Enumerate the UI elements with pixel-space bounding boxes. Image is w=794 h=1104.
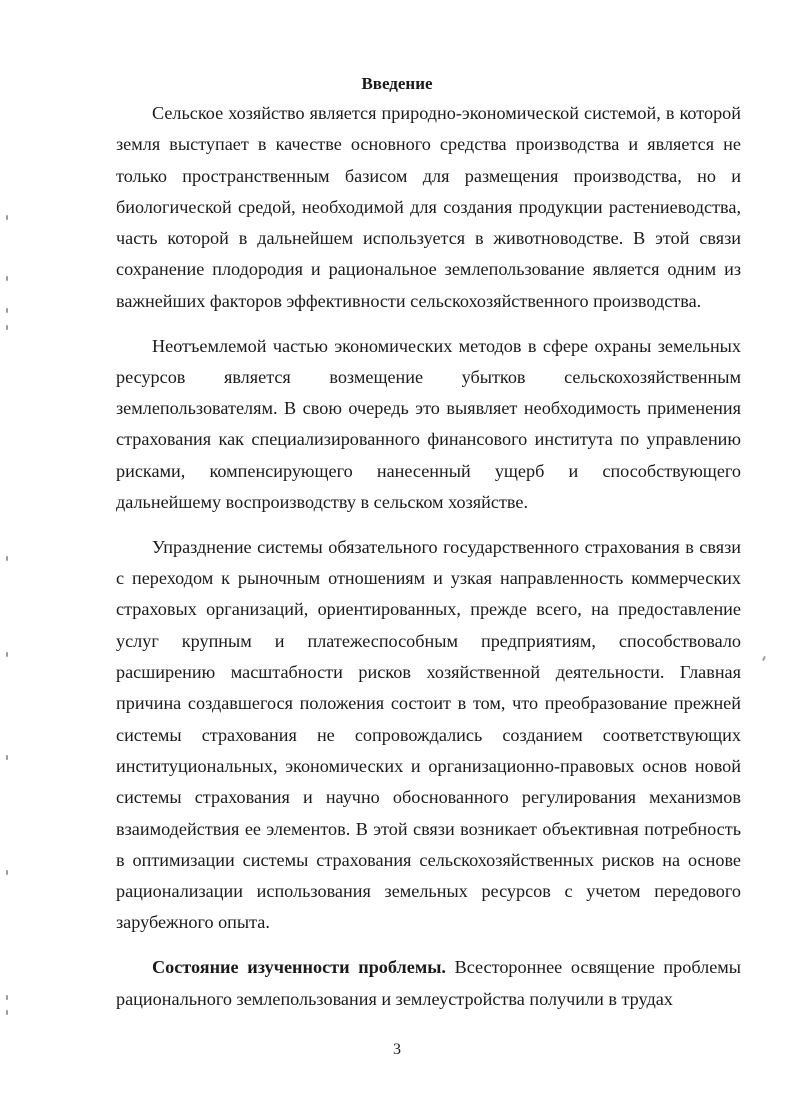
- paragraph-4: [116, 952, 741, 1015]
- paragraph-1: Сельское хозяйство является природно-экономической системой, в которой земля выступает в качестве основного средства производства и является не только пространственным базисом для размещения производства, но и биологической средой, необходимой для создания продукции растениеводства, часть которой в дальнейшем используется в животноводстве. В этой связи сохранение плодородия и рациональное землепользование является одним из важнейших факторов эффективности сельскохозяйственного производства.: [116, 103, 741, 311]
- scan-speck: [6, 556, 8, 561]
- paragraph-2: Неотъемлемой частью экономических методов в сфере охраны земельных ресурсов является возмещение убытков сельскохозяйственным землепользователям. В свою очередь это выявляет необходимость применения страхования как специализированного финансового института по управлению рисками, компенсирующего нанесенный ущерб и способствующего дальнейшему воспроизводству в сельском хозяйстве.: [116, 335, 741, 513]
- scan-speck: [6, 215, 8, 220]
- scan-speck: [762, 656, 766, 661]
- scan-speck: [6, 1010, 8, 1015]
- scan-speck: [6, 995, 8, 1000]
- scan-speck: [6, 755, 8, 760]
- scan-speck: [6, 870, 8, 875]
- paragraph-4-lead: Состояние изученности проблемы.: [152, 957, 446, 978]
- paragraph-3: Упразднение системы обязательного государственного страхования в связи с переходом к рыночным отношениям и узкая направленность коммерческих страховых организаций, ориентированных, прежде всего, на предоставление услуг крупным и платежеспособным предприятиям, способствовало расширению масштабности рисков хозяйственной деятельности. Главная причина создавшегося положения состоит в том, что преобразование прежней системы страхования не сопровождались созданием соответствующих институциональных, экономических и организационно-правовых основ новой системы страхования и научно обоснованного регулирования механизмов взаимодействия ее элементов. В этой связи возникает объективная потребность в оптимизации системы страхования сельскохозяйственных рисков на основе рационализации использования земельных ресурсов с учетом передового зарубежного опыта.: [116, 536, 741, 933]
- section-title: Введение: [361, 74, 433, 93]
- scan-speck: [6, 276, 8, 281]
- page-number: 3: [393, 1041, 401, 1058]
- scan-speck: [6, 308, 8, 313]
- body-text: [116, 98, 741, 1015]
- paragraph-4-text: Всестороннее освящение проблемы рационального землепользования и землеустройства получили в трудах: [116, 957, 741, 1009]
- scan-speck: [6, 652, 8, 657]
- scan-speck: [6, 325, 8, 330]
